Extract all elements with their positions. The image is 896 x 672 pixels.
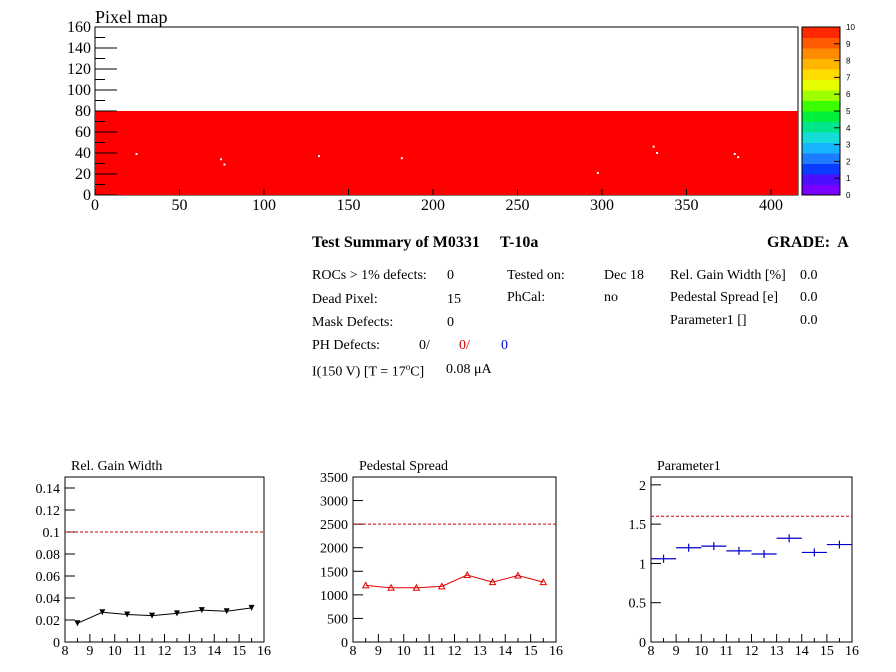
pixel-map-ytick-label: 20 [75,166,91,183]
panel-frame [65,477,264,642]
tested-on-value: Dec 18 [604,268,645,283]
parameter1-label: Parameter1 [] [670,313,747,328]
ph-defects-value-1: 0/ [419,338,430,353]
dead-pixel-value: 15 [447,292,461,307]
colorbar-segment [802,90,840,101]
panel-xtick-label: 14 [794,644,809,659]
panel-xtick-label: 12 [744,644,759,659]
panel-xtick-label: 8 [647,644,655,659]
current-value: 0.08 μA [446,362,492,377]
pixel-map-ytick-label: 120 [67,61,91,78]
grade-heading: GRADE: A [767,234,849,251]
rocs-label: ROCs > 1% defects: [312,268,427,283]
colorbar-segment [802,174,840,185]
dead-pixel [401,157,403,159]
panel-ytick-label: 500 [327,612,348,628]
grade-value: A [837,234,849,251]
phcal-label: PhCal: [507,290,546,305]
dead-pixel [318,155,320,157]
panel-ytick-label: 1000 [320,588,348,604]
colorbar-segment [802,185,840,196]
colorbar-tick-label: 0 [846,191,851,200]
parameter1-value: 0.0 [800,313,818,328]
panel-xtick-label: 15 [523,644,538,659]
panel-ytick-label: 0.08 [35,548,60,563]
panel-xtick-label: 16 [549,644,563,659]
panel-xtick-label: 13 [472,644,487,659]
colorbar-segment [802,38,840,49]
panel-ytick-label: 2000 [320,541,348,557]
dead-pixel-label: Dead Pixel: [312,292,378,307]
panel-ytick-label: 1.5 [628,518,646,534]
colorbar-segment [802,27,840,38]
pixel-map-ytick-label: 100 [67,82,91,99]
panel-xtick-label: 11 [132,644,147,659]
panel-xtick-label: 9 [374,644,382,659]
panel-ytick-label: 0.06 [35,570,60,585]
dead-pixel [653,146,655,148]
colorbar-tick-label: 7 [846,73,851,83]
colorbar-tick-label: 9 [846,39,851,49]
pixel-map-xtick-label: 0 [91,197,99,214]
panel-title: Pedestal Spread [359,459,449,474]
panel-xtick-label: 10 [694,644,709,659]
panel-ytick-label: 3000 [320,494,348,510]
panel-title: Parameter1 [657,459,721,474]
rocs-value: 0 [447,268,454,283]
panel-xtick-label: 9 [672,644,680,659]
panel-ytick-label: 1 [639,557,646,573]
panel-xtick-label: 12 [157,644,172,659]
panel-ytick-label: 0 [341,636,348,651]
panel-ytick-label: 0.12 [35,504,60,519]
mask-defects-value: 0 [447,315,454,330]
panel-xtick-label: 15 [819,644,834,659]
dead-pixel [656,152,658,154]
pixel-map-xtick-label: 50 [171,197,188,214]
panel-xtick-label: 14 [498,644,513,659]
gain-width-value: 0.0 [800,268,818,283]
panel-xtick-label: 10 [107,644,122,659]
ph-defects-value-3: 0 [501,338,508,353]
colorbar-segment [802,122,840,133]
pixel-map-xtick-label: 200 [420,197,445,214]
pixel-map-ytick-label: 80 [75,103,91,120]
colorbar-segment [802,80,840,91]
dead-pixel [223,164,225,166]
colorbar-tick-label: 8 [846,56,851,66]
colorbar-tick-label: 10 [846,23,855,32]
colorbar-tick-label: 6 [846,90,851,100]
current-label: I(150 V) $[T = 17^oC]$ [312,362,425,380]
panel-ytick-label: 0.14 [35,482,60,497]
dead-pixel [734,153,736,155]
panel-frame [353,477,556,642]
pixel-map-xtick-label: 100 [251,197,276,214]
pixel-map-xtick-label: 400 [758,197,783,214]
panel-ytick-label: 0 [53,636,60,651]
panel-ytick-label: 0 [639,636,646,651]
dead-pixel [136,153,138,155]
panel-xtick-label: 8 [349,644,357,659]
panel-ytick-label: 1500 [320,565,348,581]
pixel-map-xtick-label: 350 [674,197,699,214]
pixel-map-ytick-label: 160 [67,19,91,36]
colorbar-segment [802,132,840,143]
panel-xtick-label: 11 [422,644,436,659]
summary-title: Test Summary of M0331 T-10a [312,234,539,251]
pixel-map-ytick-label: 40 [75,145,91,162]
panel-title: Rel. Gain Width [71,459,163,474]
pedestal-spread-value: 0.0 [800,290,818,305]
panel-xtick-label: 10 [396,644,411,659]
panel-xtick-label: 13 [182,644,197,659]
panel-frame [651,477,852,642]
panel-xtick-label: 13 [769,644,784,659]
colorbar-segment [802,69,840,80]
panel-xtick-label: 8 [61,644,69,659]
pixel-map-title: Pixel map [95,7,168,27]
pixel-map-ytick-label: 60 [75,124,91,141]
colorbar-segment [802,48,840,59]
panel-xtick-label: 9 [86,644,94,659]
panel-ytick-label: 0.04 [35,592,60,607]
colorbar-segment [802,111,840,122]
pixel-map-ytick-label: 140 [67,40,91,57]
colorbar-tick-label: 5 [846,107,851,116]
colorbar-tick-label: 1 [846,174,851,184]
panel-ytick-label: 3500 [320,471,348,486]
colorbar-tick-label: 3 [846,140,851,150]
panel-xtick-label: 12 [447,644,462,659]
pixel-map-xtick-label: 150 [336,197,361,214]
ph-defects-value-2: 0/ [459,338,470,353]
mask-defects-label: Mask Defects: [312,315,394,330]
panel-xtick-label: 14 [207,644,222,659]
pedestal-spread-label: Pedestal Spread [e] [670,290,779,305]
colorbar-segment [802,101,840,112]
panel-xtick-label: 16 [845,644,859,659]
colorbar-segment [802,153,840,164]
dead-pixel [220,158,222,160]
panel-ytick-label: 0.02 [35,614,60,629]
pixel-map-ytick-label: 0 [83,187,91,204]
colorbar-segment [802,164,840,175]
pixel-map-xtick-label: 300 [589,197,614,214]
panel-ytick-label: 2500 [320,518,348,534]
colorbar-tick-label: 2 [846,157,851,167]
gain-width-label: Rel. Gain Width [%] [670,268,786,283]
pixel-map-filled-region [95,111,798,195]
colorbar-tick-label: 4 [846,123,851,133]
ph-defects-label: PH Defects: [312,338,381,353]
panel-xtick-label: 16 [257,644,271,659]
panel-ytick-label: 0.5 [628,596,646,612]
panel-xtick-label: 15 [232,644,247,659]
tested-on-label: Tested on: [507,268,565,283]
phcal-value: no [604,290,618,305]
dead-pixel [737,156,739,158]
panel-ytick-label: 2 [639,478,646,494]
panel-xtick-label: 11 [719,644,734,659]
pixel-map-xtick-label: 250 [505,197,530,214]
panel-ytick-label: 0.1 [42,526,60,541]
dead-pixel [597,172,599,174]
